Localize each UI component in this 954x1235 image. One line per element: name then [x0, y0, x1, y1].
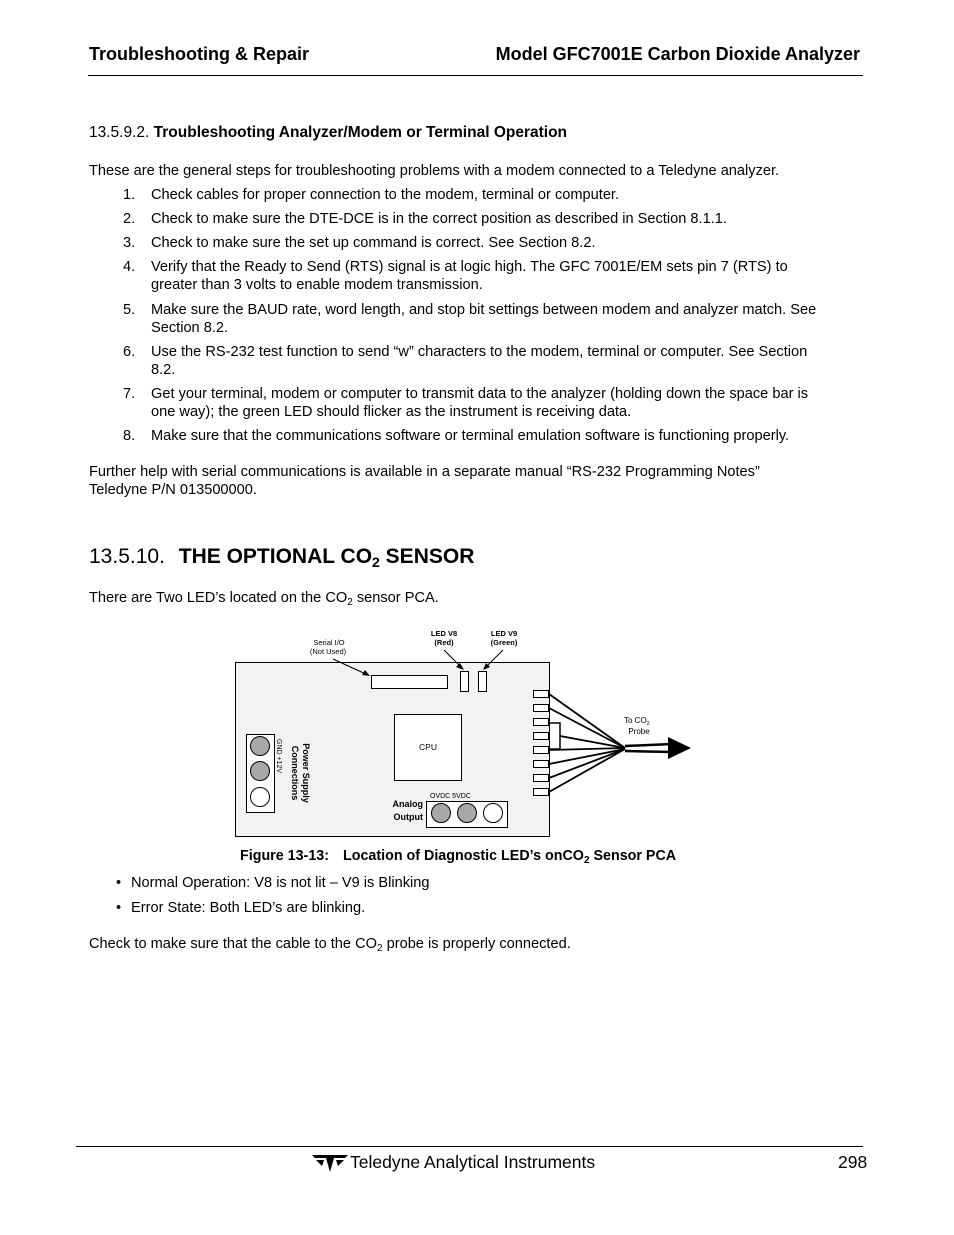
to-probe-text: To CO [624, 716, 647, 725]
led-v9-label: LED V9 [490, 629, 518, 638]
footer-company: Teledyne Analytical Instruments [350, 1152, 596, 1172]
section-title-subscript: 2 [372, 554, 380, 570]
section-intro-suffix: sensor PCA. [352, 590, 439, 606]
figure-caption [240, 848, 676, 864]
section-title-suffix: SENSOR [379, 545, 475, 568]
subsection-number: 13.5.9.2. [89, 124, 150, 141]
header-model-title: Model GFC7001E Carbon Dioxide Analyzer [495, 44, 860, 64]
step-text-line: Check to make sure the DTE-DCE is in the correct position as described in Section 8.1.1. [151, 211, 727, 227]
power-pin-empty [251, 788, 270, 807]
probe-cable-bundle [549, 694, 672, 792]
analog-pin-labels: OVDC 5VDC [430, 793, 471, 800]
teledyne-logo-icon [312, 1151, 348, 1173]
step-number: 4. [123, 259, 136, 275]
step-text-line: greater than 3 volts to enable modem transmission. [151, 277, 483, 293]
led-v8 [461, 672, 469, 692]
probe-cable-arrowhead [668, 737, 691, 759]
serial-io-note: (Not Used) [309, 647, 347, 656]
power-supply-label-line-2: Connections [290, 745, 300, 801]
jumper-bracket [549, 723, 560, 749]
closing-note-suffix: probe is properly connected. [382, 936, 571, 952]
serial-io-label: Serial I/O [313, 638, 345, 647]
section-intro-text: There are Two LED’s located on the CO [89, 590, 348, 606]
page-number: 298 [838, 1152, 868, 1172]
step-text-line: Make sure that the communications software or terminal emulation software is functioning properly. [151, 428, 790, 444]
analog-pin-5vdc [458, 804, 477, 823]
step-text-line: one way); the green LED should flicker as the instrument is receiving data. [151, 404, 632, 420]
power-pin-gnd [251, 737, 270, 756]
step-text-line: Check cables for proper connection to the modem, terminal or computer. [151, 187, 620, 203]
step-number: 5. [123, 302, 136, 318]
step-number: 8. [123, 428, 136, 444]
step-text-line: Make sure the BAUD rate, word length, and stop bit settings between modem and analyzer match. See [151, 302, 817, 318]
step-text-line: Check to make sure the set up command is correct. See Section 8.2. [151, 235, 596, 251]
led-v9 [479, 672, 487, 692]
to-probe-label-line-2: Probe [628, 727, 650, 736]
closing-note-text: Check to make sure that the cable to the CO [89, 936, 377, 952]
bullet-text: Normal Operation: V8 is not lit – V9 is Blinking [131, 875, 430, 891]
figure-caption-text: Location of Diagnostic LED’s onCO [343, 848, 584, 864]
led-v8-color: (Red) [434, 638, 454, 647]
bullet-marker: • [116, 900, 122, 916]
power-pin-12v [251, 762, 270, 781]
subsection-intro: These are the general steps for troubleshooting problems with a modem connected to a Teledyne analyzer. [89, 163, 780, 179]
step-number: 1. [123, 187, 136, 203]
serial-io-connector [372, 676, 448, 689]
header-section-title: Troubleshooting & Repair [89, 44, 310, 64]
footer-rule [76, 1146, 863, 1147]
step-text-line: Section 8.2. [151, 320, 229, 336]
closing-note [89, 935, 571, 953]
step-number: 3. [123, 235, 136, 251]
section-title-text: THE OPTIONAL CO [178, 545, 373, 568]
led-v9-color: (Green) [490, 638, 518, 647]
step-text-line: Verify that the Ready to Send (RTS) signal is at logic high. The GFC 7001E/EM sets pin 7 (RTS) to [151, 259, 788, 275]
further-help-line-1: Further help with serial communications is available in a separate manual “RS-232 Programming Notes” [89, 464, 760, 480]
analog-pin-0vdc [432, 804, 451, 823]
step-number: 6. [123, 344, 136, 360]
step-text-line: Get your terminal, modem or computer to transmit data to the analyzer (holding down the space bar is [151, 386, 809, 402]
section-number: 13.5.10. [89, 545, 165, 568]
cpu-label: CPU [419, 742, 437, 752]
bullet-text: Error State: Both LED’s are blinking. [131, 900, 366, 916]
step-text-line: 8.2. [151, 362, 176, 378]
figure-caption-suffix: Sensor PCA [589, 848, 677, 864]
further-help-line-2: Teledyne P/N 013500000. [89, 482, 257, 498]
closing-note-subscript: 2 [376, 943, 383, 954]
led-v8-label: LED V8 [430, 629, 458, 638]
subsection-title: Troubleshooting Analyzer/Modem or Terminal Operation [153, 124, 568, 141]
figure-caption-number: Figure 13-13: [240, 848, 329, 864]
analog-pin-empty [484, 804, 503, 823]
step-number: 2. [123, 211, 136, 227]
analog-output-label-line-2: Output [393, 812, 423, 822]
to-probe-label [624, 716, 650, 727]
figure-caption-subscript: 2 [583, 855, 590, 866]
bullet-marker: • [116, 875, 122, 891]
step-number: 7. [123, 386, 136, 402]
step-text-line: Use the RS-232 test function to send “w” characters to the modem, terminal or computer. See Section [151, 344, 808, 360]
power-pin-labels: GND +12V [275, 739, 282, 774]
to-probe-subscript: 2 [646, 721, 650, 727]
power-supply-label-line-1: Power Supply [301, 743, 311, 803]
analog-output-label-line-1: Analog [392, 799, 423, 809]
section-intro-subscript: 2 [347, 597, 353, 608]
